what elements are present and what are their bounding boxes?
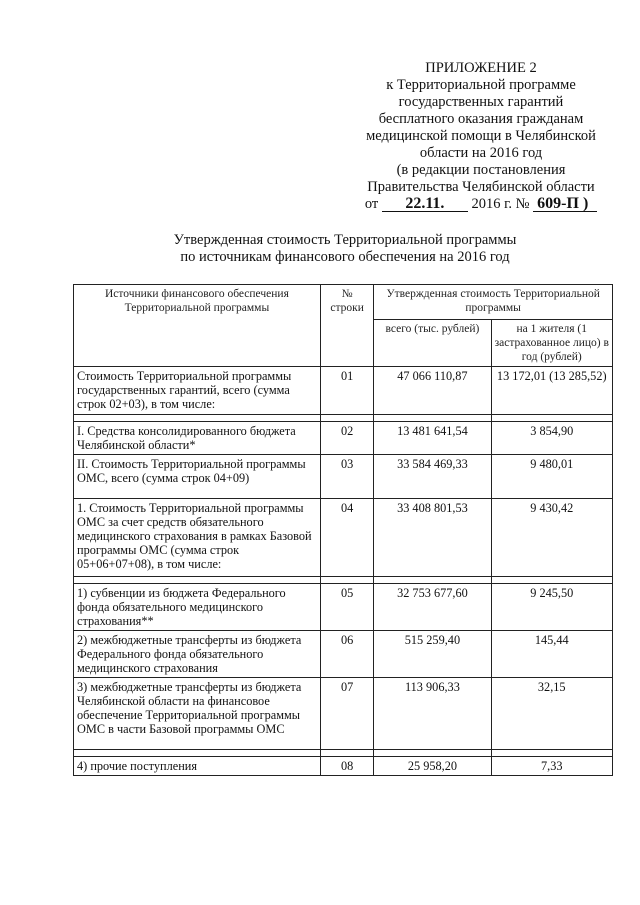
appendix-title: ПРИЛОЖЕНИЕ 2: [425, 60, 537, 76]
cell-source: I. Средства консолидированного бюджета Челябинской области*: [74, 422, 321, 455]
cell-row-number: 02: [320, 422, 373, 455]
table-row: [74, 584, 613, 631]
header-line: Правительства Челябинской области: [367, 179, 595, 195]
header-line: области на 2016 год: [419, 145, 543, 161]
cell-source: II. Стоимость Территориальной программы ОМС, всего (сумма строк 04+09): [74, 455, 321, 499]
header-per-resident: на 1 жителя (1 застрахованное лицо) в год (рублей): [491, 320, 613, 367]
cell-source: 1. Стоимость Территориальной программы ОМС за счет средств обязательного медицинского страхования в рамках Базовой программы ОМС (сумма строк 05+06+07+08), в том числе:: [74, 499, 321, 577]
cell-source: 2) межбюджетные трансферты из бюджета Федерального фонда обязательного медицинского страхования: [74, 631, 321, 678]
table-row: [74, 455, 613, 499]
resolution-date: 22.11.: [382, 196, 468, 212]
title-line-2: по источникам финансового обеспечения на 2016 год: [180, 249, 510, 265]
cost-table: [73, 284, 613, 776]
cell-source: 4) прочие поступления: [74, 757, 321, 776]
cell-source: 3) межбюджетные трансферты из бюджета Челябинской области на финансовое обеспечение Территориальной программы ОМС в части Базовой программы ОМС: [74, 678, 321, 750]
header-line: бесплатного оказания гражданам: [378, 111, 584, 127]
title-line-1: Утвержденная стоимость Территориальной программы: [173, 232, 517, 248]
document-title: [120, 232, 570, 266]
cell-total: 47 066 110,87: [374, 367, 491, 415]
cell-row-number: 05: [320, 584, 373, 631]
spacer-row: [74, 577, 613, 584]
cell-per-resident: 13 172,01 (13 285,52): [491, 367, 613, 415]
cell-source: Стоимость Территориальной программы государственных гарантий, всего (сумма строк 02+03), в том числе:: [74, 367, 321, 415]
table-row: [74, 678, 613, 750]
resolution-year: 2016 г. №: [471, 196, 530, 212]
spacer-row: [74, 750, 613, 757]
cell-total: 13 481 641,54: [374, 422, 491, 455]
header-line: государственных гарантий: [398, 94, 564, 110]
table-row: [74, 631, 613, 678]
from-label: от: [364, 196, 379, 212]
cell-total: 25 958,20: [374, 757, 491, 776]
table-header-row: [74, 285, 613, 320]
cell-row-number: 07: [320, 678, 373, 750]
cell-total: 32 753 677,60: [374, 584, 491, 631]
header-total: всего (тыс. рублей): [374, 320, 491, 367]
header-source: Источники финансового обеспечения Территориальной программы: [74, 285, 321, 367]
header-line: медицинской помощи в Челябинской: [366, 128, 596, 144]
cell-source: 1) субвенции из бюджета Федерального фонда обязательного медицинского страхования**: [74, 584, 321, 631]
cell-per-resident: 3 854,90: [491, 422, 613, 455]
cell-row-number: 03: [320, 455, 373, 499]
resolution-ref-line: [340, 196, 622, 213]
cell-per-resident: 32,15: [491, 678, 613, 750]
header-approved-cost: Утвержденная стоимость Территориальной программы: [374, 285, 613, 320]
resolution-number: 609-П ): [533, 196, 597, 212]
cell-per-resident: 9 430,42: [491, 499, 613, 577]
cell-row-number: 06: [320, 631, 373, 678]
cell-row-number: 01: [320, 367, 373, 415]
table-row: [74, 499, 613, 577]
table-row: [74, 757, 613, 776]
cell-total: 113 906,33: [374, 678, 491, 750]
cell-row-number: 04: [320, 499, 373, 577]
header-line: (в редакции постановления: [396, 162, 566, 178]
table-row: [74, 422, 613, 455]
table-row: [74, 367, 613, 415]
cell-per-resident: 7,33: [491, 757, 613, 776]
cell-total: 33 408 801,53: [374, 499, 491, 577]
spacer-row: [74, 415, 613, 422]
cell-row-number: 08: [320, 757, 373, 776]
header-line: к Территориальной программе: [386, 77, 576, 93]
cell-total: 515 259,40: [374, 631, 491, 678]
header-row-number: № строки: [320, 285, 373, 367]
cell-per-resident: 9 480,01: [491, 455, 613, 499]
appendix-header: [340, 60, 622, 213]
cell-total: 33 584 469,33: [374, 455, 491, 499]
cell-per-resident: 145,44: [491, 631, 613, 678]
cell-per-resident: 9 245,50: [491, 584, 613, 631]
